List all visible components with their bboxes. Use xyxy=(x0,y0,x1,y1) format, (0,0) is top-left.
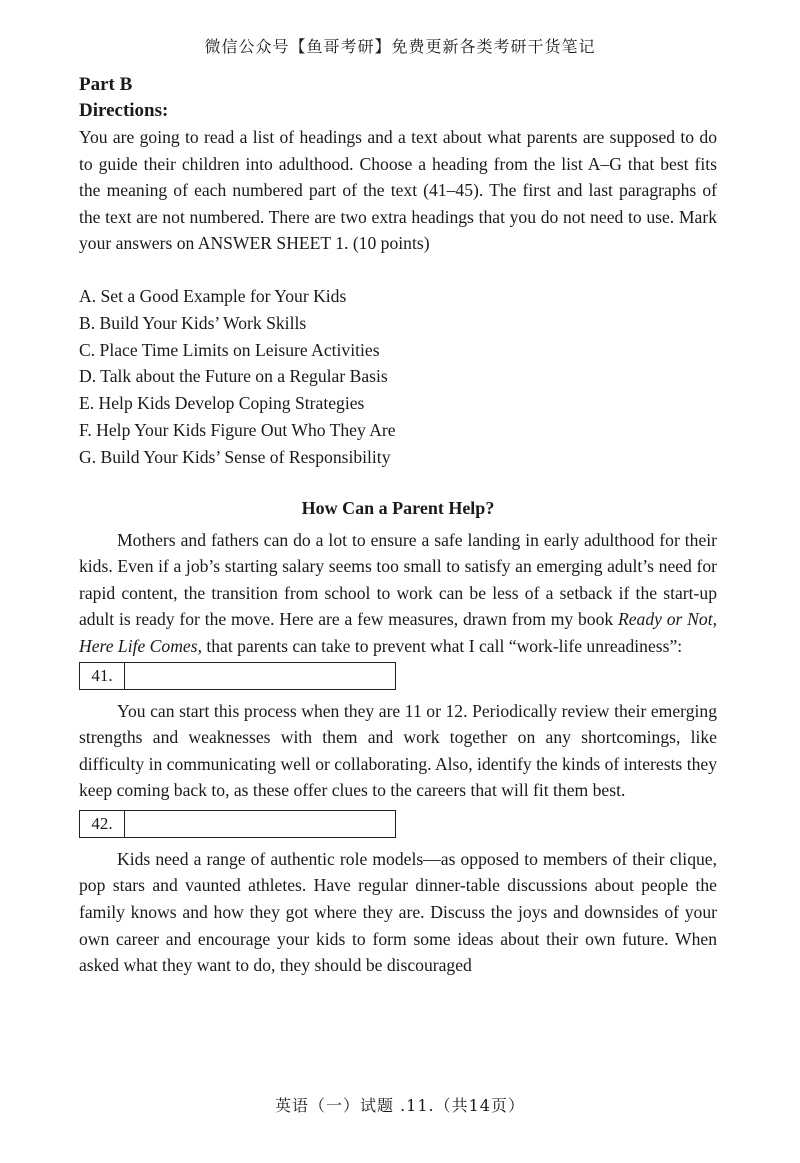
paragraph-42: Kids need a range of authentic role models—as opposed to members of their clique, pop stars and vaunted athletes. Have regular dinner-table discussions about people the family knows and how they got where they are. Discuss the joys and downsides of your own career and encourage your kids to form some ideas about their own future. When asked what they want to do, they should be discouraged xyxy=(79,848,717,976)
intro-text-b: , that parents can take to prevent what I call “work-life unreadiness”: xyxy=(197,635,683,656)
directions-title: Directions: xyxy=(79,100,169,121)
article-intro-paragraph xyxy=(79,527,717,660)
option-f: F. Help Your Kids Figure Out Who They Are xyxy=(79,419,396,440)
paragraph-41: You can start this process when they are 11 or 12. Periodically review their emerging strengths and weaknesses with them and work together on any shortcomings, like difficulty in communicating well or collaborating. Also, identify the kinds of interests they keep coming back to, as these offer clues to the careers that will fit them best. xyxy=(79,700,717,801)
question-number-41: 41. xyxy=(80,663,125,689)
heading-options-list xyxy=(79,283,717,471)
intro-text-a: Mothers and fathers can do a lot to ensure a safe landing in early adulthood for their kids. Even if a job’s starting salary seems too small to satisfy an emerging adult’s need for rapid content, the transition from school to work can be less of a setback if the start-up adult is ready for the move. Here are a few measures, drawn from my book xyxy=(79,529,717,630)
option-g: G. Build Your Kids’ Sense of Responsibility xyxy=(79,446,391,467)
page-content xyxy=(79,72,717,979)
answer-blank-42[interactable] xyxy=(125,811,395,837)
directions-text: You are going to read a list of headings and a text about what parents are supposed to do to guide their children into adulthood. Choose a heading from the list A–G that best fits the meaning of each numbered part of the text (41–45). The first and last paragraphs of the text are not numbered. There are two extra headings that you do not need to use. Mark your answers on ANSWER SHEET 1. (10 points) xyxy=(79,127,717,254)
part-title: Part B xyxy=(79,74,133,95)
article-title: How Can a Parent Help? xyxy=(301,497,495,518)
option-e: E. Help Kids Develop Coping Strategies xyxy=(79,393,365,414)
option-d: D. Talk about the Future on a Regular Basis xyxy=(79,366,388,387)
option-c: C. Place Time Limits on Leisure Activities xyxy=(79,339,380,360)
option-b: B. Build Your Kids’ Work Skills xyxy=(79,312,307,333)
page-header-watermark: 微信公众号【鱼哥考研】免费更新各类考研干货笔记 xyxy=(204,37,596,56)
book-title: Ready or Not, Here Life Comes xyxy=(79,609,717,656)
page-footer: 英语（一）试题 .11.（共14页） xyxy=(275,1096,525,1115)
answer-box-42[interactable] xyxy=(79,810,396,838)
option-a: A. Set a Good Example for Your Kids xyxy=(79,285,347,306)
question-number-42: 42. xyxy=(80,811,125,837)
answer-blank-41[interactable] xyxy=(125,663,395,689)
answer-box-41[interactable] xyxy=(79,662,396,690)
